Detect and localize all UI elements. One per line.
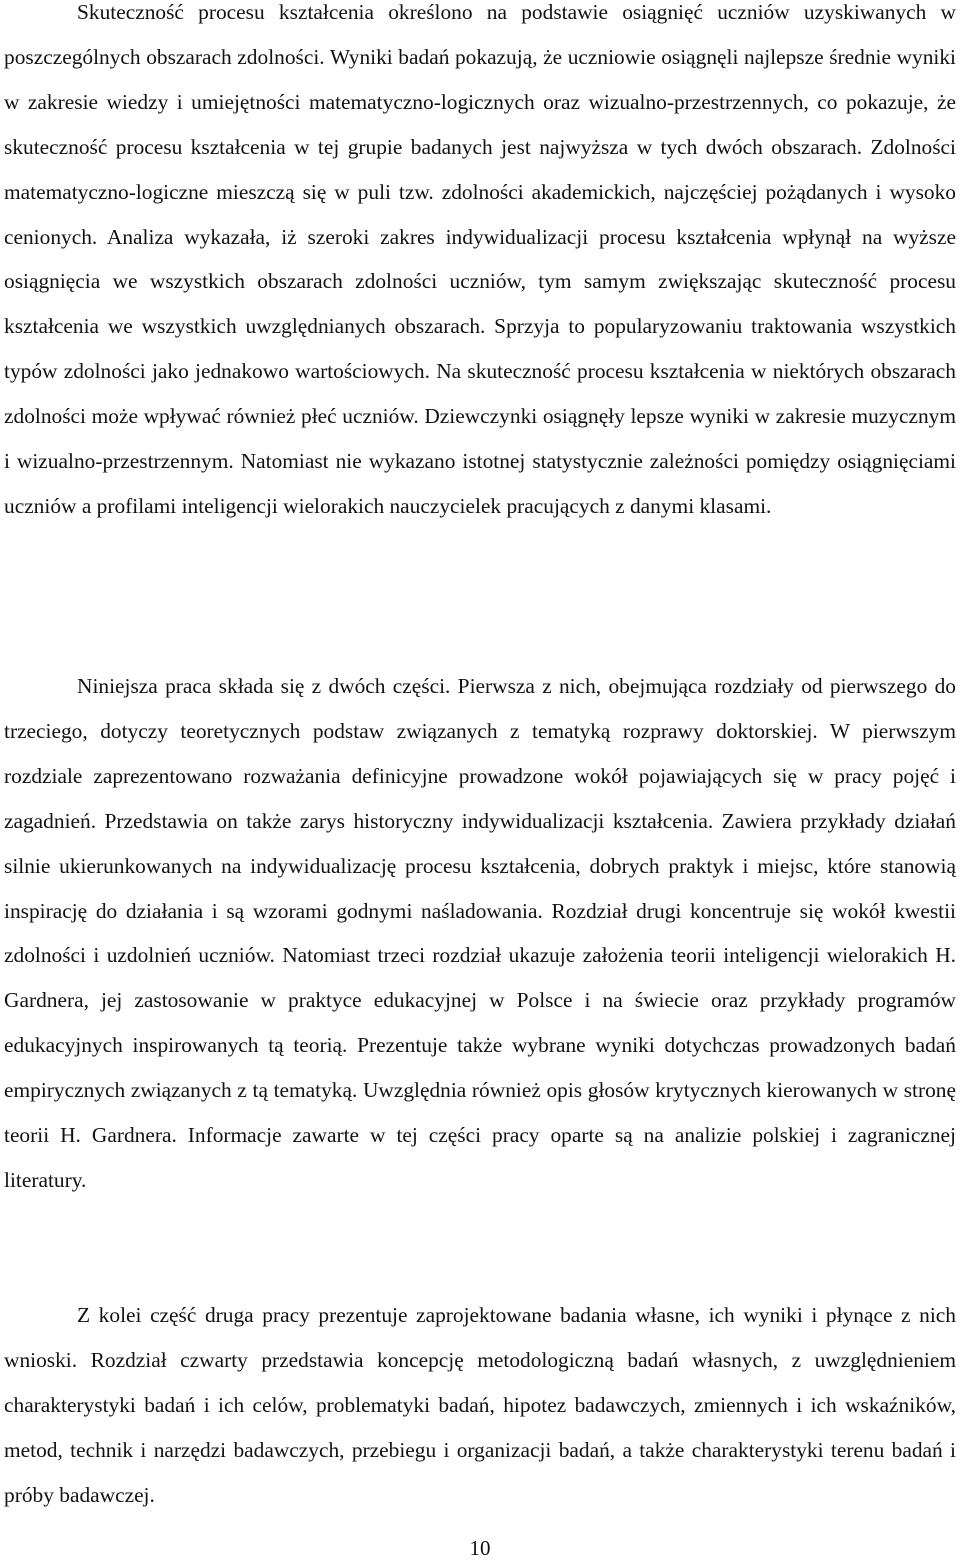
page-number: 10	[469, 1536, 491, 1560]
paragraph-structure-part-one: Niniejsza praca składa się z dwóch części. Pierwsza z nich, obejmująca rozdziały od pierwszego do trzeciego, dotyczy teoretycznych podstaw związanych z tematyką rozprawy doktorskiej. W pierwszym rozdziale zaprezentowano rozważania definicyjne prowadzone wokół pojawiających się w pracy pojęć i zagadnień. Przedstawia on także zarys historyczny indywidualizacji kształcenia. Zawiera przykłady działań silnie ukierunkowanych na indywidualizację procesu kształcenia, dobrych praktyk i miejsc, które stanowią inspirację do działania i są wzorami godnymi naśladowania. Rozdział drugi koncentruje się wokół kwestii zdolności i uzdolnień uczniów. Natomiast trzeci rozdział ukazuje założenia teorii inteligencji wielorakich H. Gardnera, jej zastosowanie w praktyce edukacyjnej w Polsce i na świecie oraz przykłady programów edukacyjnych inspirowanych tą teorią. Prezentuje także wybrane wyniki dotychczas prowadzonych badań empirycznych związanych z tą tematyką. Uwzględnia również opis głosów krytycznych kierowanych w stronę teorii H. Gardnera. Informacje zawarte w tej części pracy oparte są na analizie polskiej i zagranicznej literatury.	[4, 674, 956, 1192]
paragraph-structure-part-two: Z kolei część druga pracy prezentuje zaprojektowane badania własne, ich wyniki i płynące z nich wnioski. Rozdział czwarty przedstawia koncepcję metodologiczną badań własnych, z uwzględnieniem charakterystyki badań i ich celów, problematyki badań, hipotez badawczych, zmiennych i ich wskaźników, metod, technik i narzędzi badawczych, przebiegu i organizacji badań, a także charakterystyki terenu badań i próby badawczej.	[4, 1303, 956, 1507]
paragraph-results-summary: Skuteczność procesu kształcenia określono na podstawie osiągnięć uczniów uzyskiwanych w poszczególnych obszarach zdolności. Wyniki badań pokazują, że uczniowie osiągnęli najlepsze średnie wyniki w zakresie wiedzy i umiejętności matematyczno-logicznych oraz wizualno-przestrzennych, co pokazuje, że skuteczność procesu kształcenia w tej grupie badanych jest najwyższa w tych dwóch obszarach. Zdolności matematyczno-logiczne mieszczą się w puli tzw. zdolności akademickich, najczęściej pożądanych i wysoko cenionych. Analiza wykazała, iż szeroki zakres indywidualizacji procesu kształcenia wpłynął na wyższe osiągnięcia we wszystkich obszarach zdolności uczniów, tym samym zwiększając skuteczność procesu kształcenia we wszystkich uwzględnianych obszarach. Sprzyja to popularyzowaniu traktowania wszystkich typów zdolności jako jednakowo wartościowych. Na skuteczność procesu kształcenia w niektórych obszarach zdolności może wpływać również płeć uczniów. Dziewczynki osiągnęły lepsze wyniki w zakresie muzycznym i wizualno-przestrzennym. Natomiast nie wykazano istotnej statystycznie zależności pomiędzy osiągnięciami uczniów a profilami inteligencji wielorakich nauczycielek pracujących z danymi klasami.	[4, 0, 956, 518]
